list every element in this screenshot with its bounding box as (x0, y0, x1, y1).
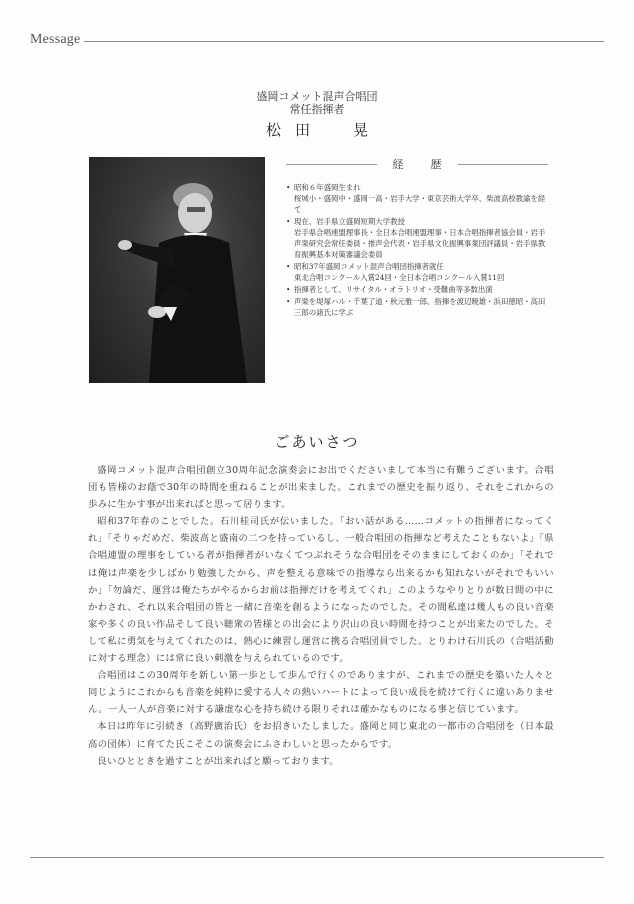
greeting-paragraph: 昭和37年春のことでした。石川桂司氏が伝いました。「おい話がある……コメットの指揮者になってくれ」「そりゃだめだ、柴波高と盛南の二つを持っているし、一般合唱団の指揮など考えたこともないよ」「県合唱連盟の理事をしている者が指揮者がいなくてつぶれそうな合唱団をそのままにしておくのか」「それでは俺は声楽を少しばかり勉強したから、声を整える意味での指導なら出来るかも知れないがそれでもいいか」「勿論だ、運営は俺たちがやるからお前は指揮だけを考えてくれ」このようなやりとりが数日間の中にかわされ、それ以来合唱団の皆と一緒に音楽を創るようになったのでした。その間私達は幾人もの良い音楽家や多くの良い作品そして良い聴衆の皆様との出会により沢山の良い時間を持つことが出来たのでした。そして私に勇気を与えてくれたのは、熱心に練習し運営に携る合唱団員でした。とりわけ石川氏の（合唱活動に対する理念）には常に良い刺激を与えられているのです。 (88, 516, 555, 665)
organization-name: 盛岡コメット混声合唱団 (256, 90, 378, 103)
profile-title-block (0, 90, 634, 140)
biography-item: • 昭和37年盛岡コメット混声合唱団指揮者就任 東北合唱コンクール入賞24回・全日本合唱コンクール入賞11回 (286, 262, 505, 282)
biography-item: • 現在、岩手県立盛岡短期大学教授 岩手県合唱連盟理事長・全日本合唱連盟理事・日本合唱指揮者協会員・岩手声楽研究会常任委員・推声会代表・岩手県文化振興事業団評議員・岩手県教育振興基本対策審議会委員 (286, 217, 546, 259)
greeting-body (88, 462, 554, 770)
biography-item: • 昭和６年盛岡生まれ 桜城小・盛岡中・盛岡一高・岩手大学・東京芸術大学卒、柴波高校教諭を経て (286, 183, 546, 214)
conductor-name: 松田 晃 (265, 121, 382, 139)
header-divider (84, 41, 604, 42)
conductor-photo (89, 157, 265, 383)
conductor-silhouette-icon (89, 157, 265, 383)
conductor-role: 常任指揮者 (289, 103, 345, 116)
biography-heading-row (286, 156, 548, 172)
bullet-icon: • (286, 217, 291, 226)
greeting-title: ごあいさつ (274, 433, 360, 451)
bullet-icon: • (286, 297, 291, 306)
heading-rule-right (458, 164, 549, 165)
greeting-paragraph: 合唱団はこの30周年を新しい第一歩として歩んで行くのでありますが、これまでの歴史を築いた人々と同じようにこれからも音楽を純粋に愛する人々の熱いハートによって良い成長を続けて行くに違いありません。一人一人が音楽に対する謙虚な心を持ち続ける限りそれは確かなものになる事と信じています。 (88, 670, 554, 716)
biography-list (286, 182, 548, 318)
biography-item: • 声楽を堤塚ハル・千葉了道・秋元雅一郎、指揮を渡辺暁雄・浜田徳昭・高田三郎の諸氏に学ぶ (286, 297, 546, 317)
section-label: Message (30, 32, 81, 47)
greeting-paragraph: 良いひとときを過すことが出来ればと願っております。 (97, 755, 339, 767)
bullet-icon: • (286, 285, 291, 294)
biography-heading: 経 歴 (392, 158, 450, 171)
greeting-paragraph: 本日は昨年に引続き（高野廣治氏）をお招きいたしました。盛岡と同じ東北の一都市の合唱団を（日本最高の団体）に育てた氏こそこの演奏会にふさわしいと思ったからです。 (88, 721, 554, 750)
footer-divider (30, 857, 604, 858)
bullet-icon: • (286, 183, 291, 192)
biography-panel (286, 156, 548, 319)
greeting-paragraph: 盛岡コメット混声合唱団創立30周年記念演奏会にお出でくださいまして本当に有難うございます。合唱団も皆様のお蔭で30年の時間を重ねることが出来ました。これまでの歴史を振り返り、それをこれからの歩みに生かす事が出来ればと思って居ります。 (88, 465, 554, 511)
bullet-icon: • (286, 262, 291, 271)
page-header (30, 32, 604, 48)
heading-rule-left (286, 164, 377, 165)
biography-item: • 指揮者として、リサイタル・オラトリオ・受難曲等多数出演 (286, 285, 493, 294)
